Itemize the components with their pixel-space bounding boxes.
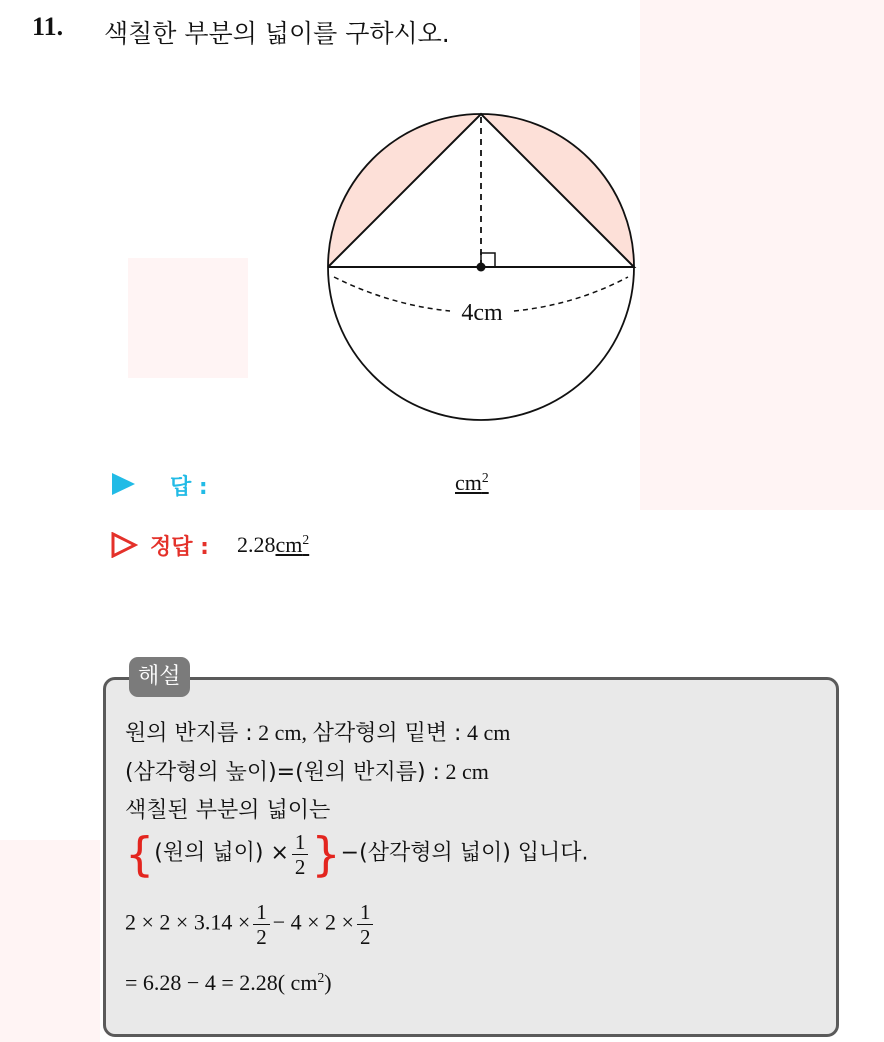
bg-tint (128, 258, 248, 378)
explanation-line-2: (삼각형의 높이)=(원의 반지름) : 2 cm (125, 759, 489, 785)
question-number: 11. (32, 12, 64, 41)
bg-tint (0, 840, 100, 1042)
correct-answer-label: 정답 : (150, 535, 209, 560)
explanation-line-4: {(원의 넓이) × $\frac{1}{2}$ }−(삼각형의 넓이) 입니다. (125, 827, 589, 882)
explanation-line-6: = 6.28 − 4 = 2.28( $cm^2$) (125, 969, 332, 995)
dimension-dashed-curve-left (334, 277, 450, 311)
circle-triangle-figure (320, 105, 650, 435)
dimension-label: 4cm (461, 300, 503, 326)
dimension-dashed-curve-right (514, 277, 628, 311)
explanation-line-1: 원의 반지름 : 2 cm, 삼각형의 밑변 : 4 cm (125, 720, 511, 746)
fraction: $\frac{1}{2}$ (357, 900, 374, 949)
fraction: $\frac{1}{2}$ (292, 830, 309, 879)
outline-play-icon (110, 532, 138, 564)
center-point (477, 263, 486, 272)
answer-unit: $cm^2$ (455, 469, 489, 495)
play-icon (110, 472, 136, 502)
explanation-tab: 해설 (129, 657, 190, 697)
question-text: 색칠한 부분의 넓이를 구하시오. (104, 19, 450, 48)
explanation-line-5: 2 × 2 × 3.14 × $\frac{1}{2}$ − 4 × 2 × $\frac{1}{2}$ (125, 900, 376, 949)
correct-answer-value: $2.28cm^2$ (237, 531, 310, 557)
bg-tint (640, 0, 884, 510)
answer-label: 답 : (170, 475, 208, 500)
fraction: $\frac{1}{2}$ (253, 900, 270, 949)
explanation-line-3: 색칠된 부분의 넓이는 (125, 798, 331, 823)
